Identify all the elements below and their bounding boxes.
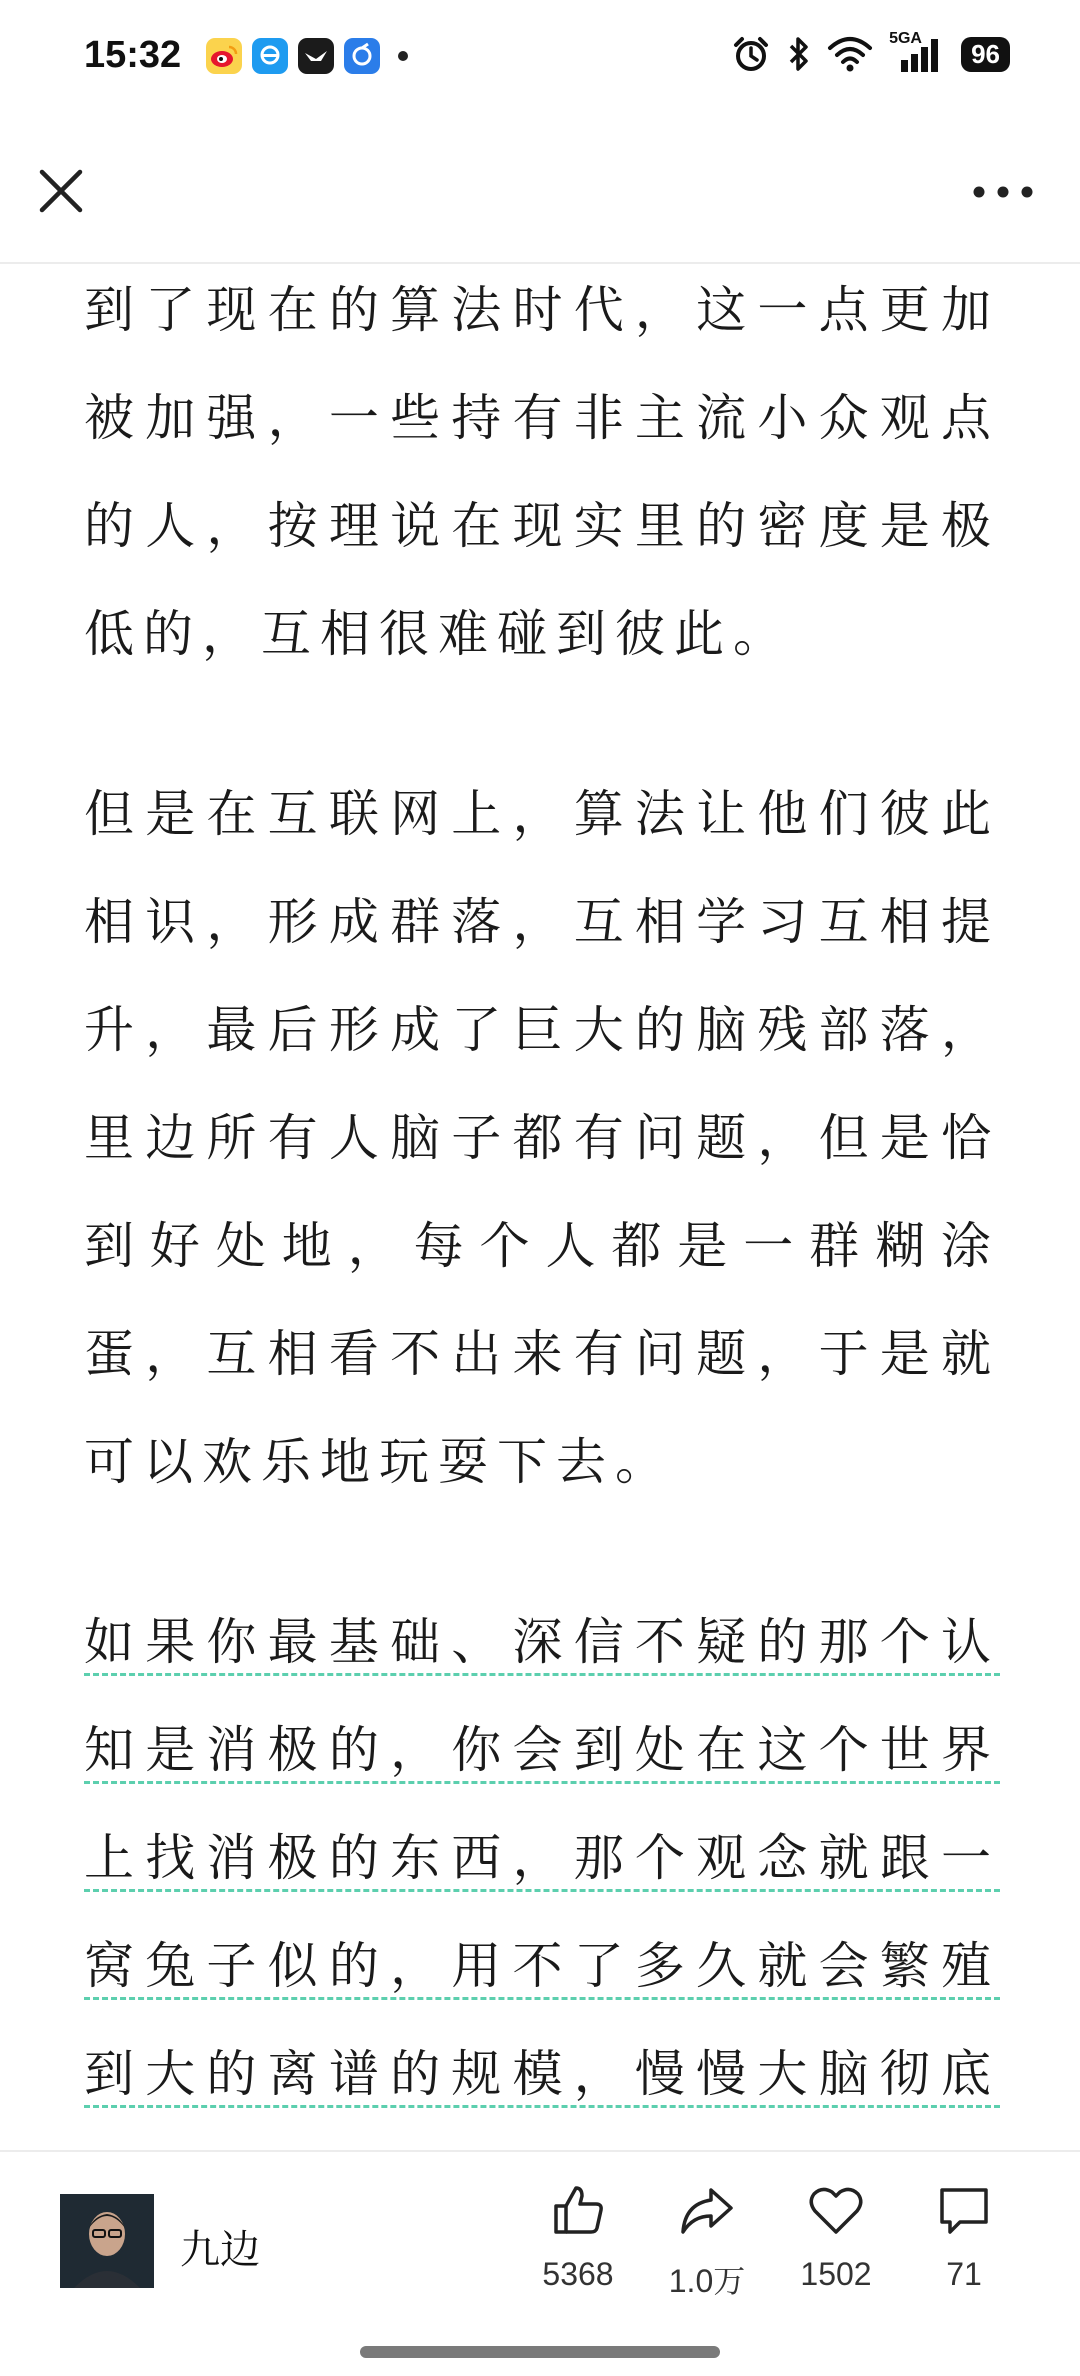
notification-icons [206, 38, 408, 74]
alarm-icon [731, 34, 771, 74]
article-paragraph: 到了现在的算法时代，这一点更加被加强，一些持有非主流小众观点的人，按理说在现实里的密度是极低的，互相很难碰到彼此。 [84, 281, 1000, 663]
battery-level: 96 [961, 37, 1010, 72]
wifi-icon [827, 36, 873, 72]
status-time: 15:32 [84, 34, 182, 76]
more-options-button[interactable] [966, 172, 1040, 212]
cellular-signal-icon [889, 30, 945, 74]
close-icon [30, 160, 92, 222]
comment-icon [934, 2180, 994, 2240]
article-body [84, 262, 1000, 2150]
network-type: 5GA [889, 30, 922, 47]
comment-count: 71 [946, 2256, 982, 2292]
share-button[interactable] [647, 2180, 767, 2302]
status-bar [0, 0, 1080, 120]
blue-app-icon [344, 38, 380, 74]
author-name[interactable]: 九边 [180, 2227, 260, 2273]
article-paragraph: 但是在互联网上，算法让他们彼此相识，形成群落，互相学习互相提升，最后形成了巨大的脑残部落，里边所有人脑子都有问题，但是恰到好处地，每个人都是一群糊涂蛋，互相看不出来有问题，于是就可以欢乐地玩耍下去。 [84, 785, 1000, 1491]
bluetooth-icon [787, 34, 811, 74]
browser-icon [252, 38, 288, 74]
bird-app-icon [298, 38, 334, 74]
article-top-bar [0, 120, 1080, 264]
author-avatar[interactable] [60, 2194, 154, 2288]
comment-button[interactable] [904, 2180, 1024, 2293]
heart-icon [806, 2180, 866, 2240]
close-button[interactable] [30, 160, 92, 222]
system-icons [731, 30, 1010, 74]
more-notifications-dot [398, 51, 408, 61]
like-button[interactable] [518, 2180, 638, 2293]
home-indicator[interactable] [360, 2346, 720, 2358]
bottom-action-bar [0, 2150, 1080, 2376]
like-count: 5368 [542, 2256, 614, 2292]
favorite-button[interactable] [776, 2180, 896, 2293]
share-icon [677, 2180, 737, 2240]
more-icon [966, 172, 1040, 212]
share-count: 1.0万 [668, 2263, 746, 2299]
favorite-count: 1502 [800, 2256, 872, 2292]
thumbs-up-icon [548, 2180, 608, 2240]
weibo-icon [206, 38, 242, 74]
highlighted-paragraph[interactable]: 如果你最基础、深信不疑的那个认知是消极的，你会到处在这个世界上找消极的东西，那个观念就跟一窝兔子似的，用不了多久就会繁殖到大的离谱的规模，慢慢大脑彻底 [84, 1613, 1000, 2103]
